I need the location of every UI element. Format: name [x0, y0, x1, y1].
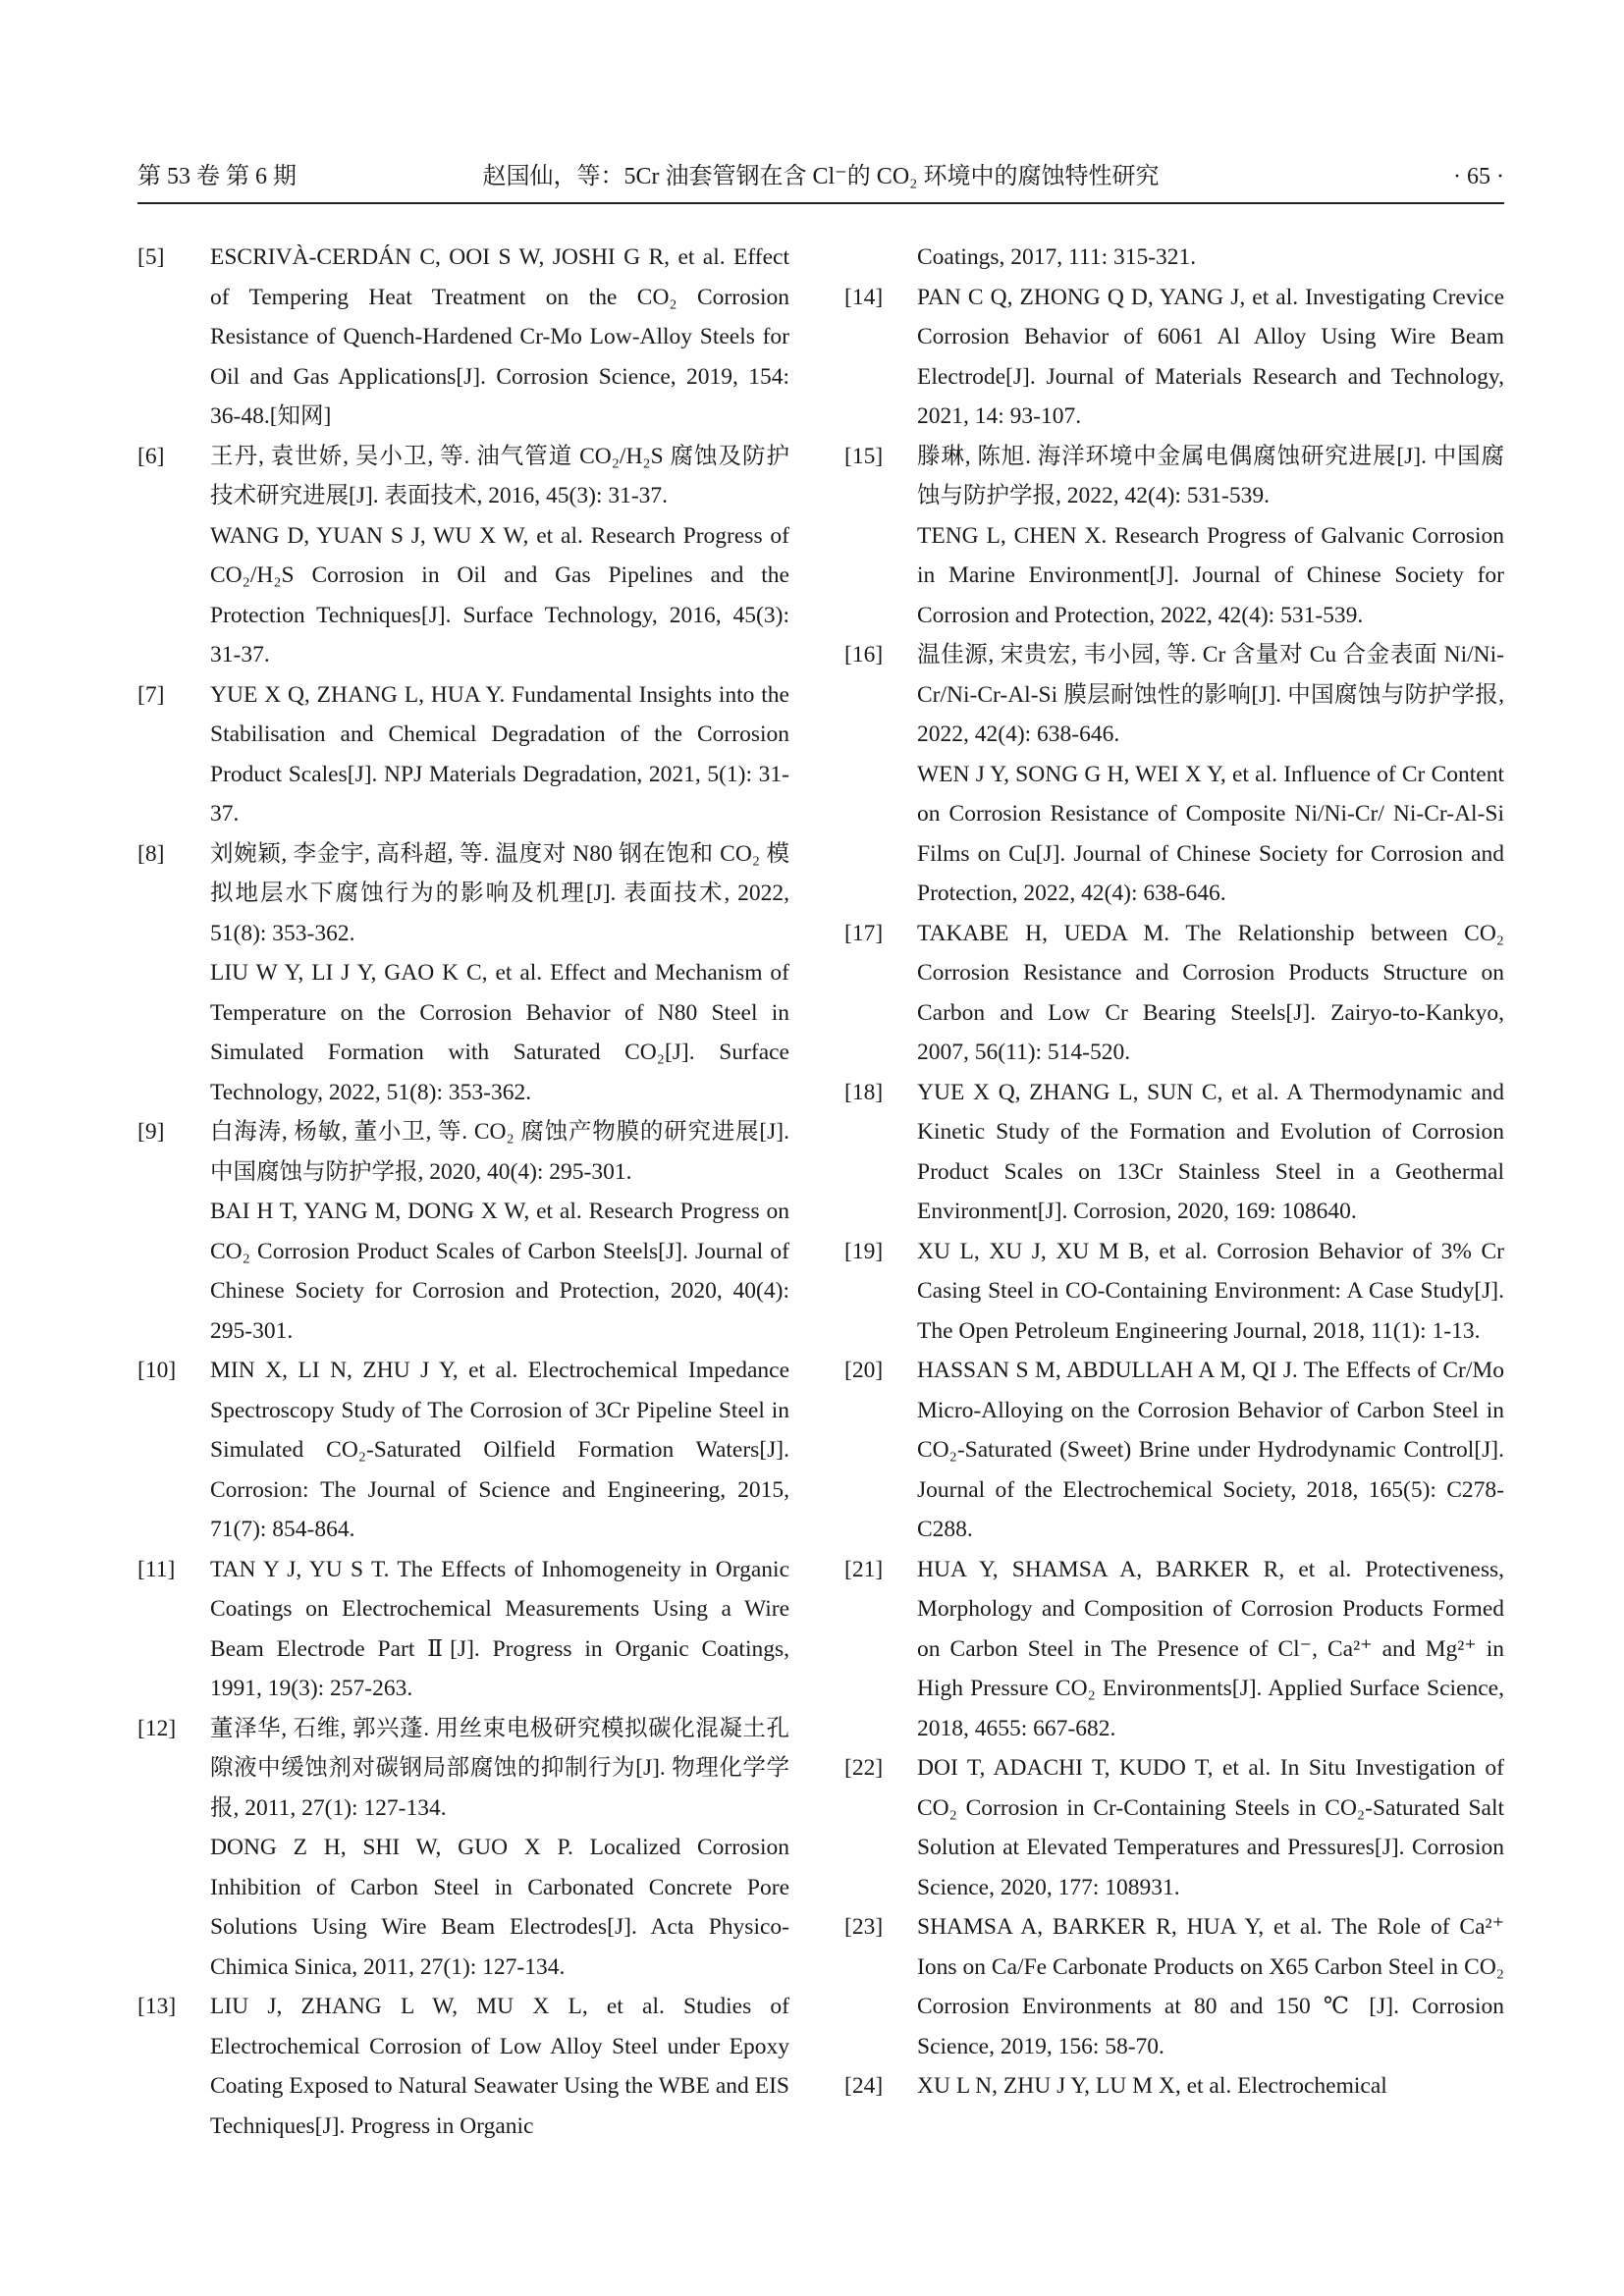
reference-number: [8] — [137, 840, 165, 867]
reference-number: [11] — [137, 1556, 176, 1582]
reference-entry — [844, 1232, 1504, 1352]
reference-text: TAKABE H, UEDA M. The Relationship between CO₂ Corrosion Resistance and Corrosion Products Structure on Carbon and Low Cr Bearing Steels[J]. Zairyo-to-Kankyo, 2007, 56(11): 514-520. — [917, 920, 1504, 1065]
reference-text: SHAMSA A, BARKER R, HUA Y, et al. The Role of Ca²⁺ Ions on Ca/Fe Carbonate Products on X65 Carbon Steel in CO₂ Corrosion Environments at 80 and 150 ℃ [J]. Corrosion Science, 2019, 156: 58-70. — [917, 1914, 1504, 2059]
reference-column-right — [844, 238, 1504, 2107]
reference-body — [210, 1351, 789, 1550]
reference-entry — [137, 1550, 789, 1709]
reference-entry — [844, 635, 1504, 914]
reference-entry — [844, 1907, 1504, 2066]
reference-number: [5] — [137, 244, 165, 270]
reference-text: LIU W Y, LI J Y, GAO K C, et al. Effect and Mechanism of Temperature on the Corrosion Behavior of N80 Steel in Simulated Formation with Saturated CO₂[J]. Surface Technology, 2022, 51(8): 353-362. — [210, 960, 789, 1105]
reference-number: [17] — [844, 920, 884, 946]
reference-body — [210, 834, 789, 1113]
reference-body — [210, 1550, 789, 1709]
reference-text: HUA Y, SHAMSA A, BARKER R, et al. Protectiveness, Morphology and Composition of Corrosion Products Formed on Carbon Steel in The Presence of Cl⁻, Ca²⁺ and Mg²⁺ in High Pressure CO₂ Environments[J]. Applied Surface Science, 2018, 4655: 667-682. — [917, 1556, 1504, 1741]
reference-text: MIN X, LI N, ZHU J Y, et al. Electrochemical Impedance Spectroscopy Study of The Corrosion of 3Cr Pipeline Steel in Simulated CO₂-Saturated Oilfield Formation Waters[J]. Corrosion: The Journal of Science and Engineering, 2015, 71(7): 854-864. — [210, 1358, 789, 1542]
reference-text: 刘婉颖, 李金宇, 高科超, 等. 温度对 N80 钢在饱和 CO₂ 模拟地层水下腐蚀行为的影响及机理[J]. 表面技术, 2022, 51(8): 353-362. — [210, 840, 789, 946]
reference-body — [917, 635, 1504, 914]
reference-number: [16] — [844, 642, 884, 667]
reference-entry — [844, 1550, 1504, 1749]
reference-number: [20] — [844, 1358, 884, 1383]
reference-entry — [844, 238, 1504, 278]
reference-entry — [137, 1351, 789, 1550]
reference-entry — [844, 437, 1504, 636]
reference-entry — [844, 1073, 1504, 1232]
reference-body — [917, 1232, 1504, 1352]
reference-text: BAI H T, YANG M, DONG X W, et al. Research Progress on CO₂ Corrosion Product Scales of Carbon Steels[J]. Journal of Chinese Society for Corrosion and Protection, 2020, 40(4): 295-301. — [210, 1199, 789, 1344]
reference-body — [210, 1112, 789, 1351]
reference-body — [917, 278, 1504, 437]
reference-column-left — [137, 238, 789, 2146]
reference-entry — [137, 1987, 789, 2146]
reference-body — [917, 914, 1504, 1073]
reference-entry — [137, 238, 789, 437]
reference-body — [917, 1907, 1504, 2066]
reference-entry — [844, 2066, 1504, 2107]
reference-text: LIU J, ZHANG L W, MU X L, et al. Studies of Electrochemical Corrosion of Low Alloy Steel under Epoxy Coating Exposed to Natural Seawater Using the WBE and EIS Techniques[J]. Progress in Organic — [210, 1994, 789, 2139]
reference-text: YUE X Q, ZHANG L, HUA Y. Fundamental Insights into the Stabilisation and Chemical Degradation of the Corrosion Product Scales[J]. NPJ Materials Degradation, 2021, 5(1): 31-37. — [210, 681, 789, 827]
reference-number: [15] — [844, 443, 884, 469]
reference-body — [917, 1748, 1504, 1907]
reference-entry — [844, 914, 1504, 1073]
page-number: · 65 · — [1453, 164, 1504, 189]
reference-text: WANG D, YUAN S J, WU X W, et al. Research Progress of CO₂/H₂S Corrosion in Oil and Gas Pipelines and the Protection Techniques[J]. Surface Technology, 2016, 45(3): 31-37. — [210, 522, 789, 667]
reference-number: [14] — [844, 284, 884, 310]
reference-number: [7] — [137, 681, 165, 708]
reference-text: 王丹, 袁世娇, 吴小卫, 等. 油气管道 CO₂/H₂S 腐蚀及防护技术研究进展[J]. 表面技术, 2016, 45(3): 31-37. — [210, 443, 789, 508]
reference-body — [917, 1351, 1504, 1550]
running-title: 赵国仙，等：5Cr 油套管钢在含 Cl⁻的 CO₂ 环境中的腐蚀特性研究 — [482, 164, 1160, 189]
reference-text: HASSAN S M, ABDULLAH A M, QI J. The Effects of Cr/Mo Micro-Alloying on the Corrosion Behavior of Carbon Steel in CO₂-Saturated (Sweet) Brine under Hydrodynamic Control[J]. Journal of the Electrochemical Society, 2018, 165(5): C278-C288. — [917, 1358, 1504, 1542]
reference-text: DONG Z H, SHI W, GUO X P. Localized Corrosion Inhibition of Carbon Steel in Carbonated Concrete Pore Solutions Using Wire Beam Electrodes[J]. Acta Physico-Chimica Sinica, 2011, 27(1): 127-134. — [210, 1835, 789, 1980]
reference-entry — [137, 675, 789, 834]
reference-entry — [137, 1112, 789, 1351]
reference-number: [19] — [844, 1238, 884, 1264]
reference-text: TENG L, CHEN X. Research Progress of Galvanic Corrosion in Marine Environment[J]. Journal of Chinese Society for Corrosion and Protection, 2022, 42(4): 531-539. — [917, 522, 1504, 628]
reference-body — [917, 1550, 1504, 1749]
reference-text: 温佳源, 宋贵宏, 韦小园, 等. Cr 含量对 Cu 合金表面 Ni/Ni-Cr/Ni-Cr-Al-Si 膜层耐蚀性的影响[J]. 中国腐蚀与防护学报, 2022, 42(4): 638-646. — [917, 642, 1504, 747]
reference-text: DOI T, ADACHI T, KUDO T, et al. In Situ Investigation of CO₂ Corrosion in Cr-Containing Steels in CO₂-Saturated Salt Solution at Elevated Temperatures and Pressures[J]. Corrosion Science, 2020, 177: 108931. — [917, 1755, 1504, 1900]
reference-body — [917, 1073, 1504, 1232]
reference-number: [23] — [844, 1914, 884, 1940]
reference-body — [210, 238, 789, 437]
reference-text: 滕琳, 陈旭. 海洋环境中金属电偶腐蚀研究进展[J]. 中国腐蚀与防护学报, 2022, 42(4): 531-539. — [917, 443, 1504, 508]
header-rule — [137, 202, 1504, 204]
reference-number: [18] — [844, 1079, 884, 1105]
reference-text: WEN J Y, SONG G H, WEI X Y, et al. Influence of Cr Content on Corrosion Resistance of Composite Ni/Ni-Cr/ Ni-Cr-Al-Si Films on Cu[J]. Journal of Chinese Society for Corrosion and Protection, 2022, 42(4): 638-646. — [917, 761, 1504, 906]
reference-body — [917, 437, 1504, 636]
reference-text: TAN Y J, YU S T. The Effects of Inhomogeneity in Organic Coatings on Electrochemical Measurements Using a Wire Beam Electrode Part Ⅱ[J]. Progress in Organic Coatings, 1991, 19(3): 257-263. — [210, 1556, 789, 1701]
reference-body — [210, 1987, 789, 2146]
reference-body — [210, 1709, 789, 1988]
reference-number: [21] — [844, 1556, 884, 1582]
reference-number: [10] — [137, 1358, 177, 1383]
running-header — [137, 155, 1504, 198]
reference-entry — [137, 834, 789, 1113]
reference-text: XU L N, ZHU J Y, LU M X, et al. Electrochemical — [917, 2073, 1387, 2099]
reference-text: Coatings, 2017, 111: 315-321. — [917, 244, 1197, 270]
reference-entry — [844, 1351, 1504, 1550]
reference-entry — [844, 1748, 1504, 1907]
reference-entry — [137, 1709, 789, 1988]
reference-text: PAN C Q, ZHONG Q D, YANG J, et al. Investigating Crevice Corrosion Behavior of 6061 Al Alloy Using Wire Beam Electrode[J]. Journal of Materials Research and Technology, 2021, 14: 93-107. — [917, 284, 1504, 429]
reference-number: [13] — [137, 1994, 177, 2019]
reference-number: [22] — [844, 1755, 884, 1781]
reference-number: [6] — [137, 443, 165, 469]
reference-number: [9] — [137, 1119, 165, 1145]
reference-number: [24] — [844, 2073, 884, 2099]
reference-entry — [844, 278, 1504, 437]
reference-text: 白海涛, 杨敏, 董小卫, 等. CO₂ 腐蚀产物膜的研究进展[J]. 中国腐蚀与防护学报, 2020, 40(4): 295-301. — [210, 1119, 789, 1185]
reference-entry — [137, 437, 789, 675]
reference-body — [210, 437, 789, 675]
reference-text: YUE X Q, ZHANG L, SUN C, et al. A Thermodynamic and Kinetic Study of the Formation and Evolution of Corrosion Product Scales on 13Cr Stainless Steel in a Geothermal Environment[J]. Corrosion, 2020, 169: 108640. — [917, 1079, 1504, 1224]
reference-text: 董泽华, 石维, 郭兴蓬. 用丝束电极研究模拟碳化混凝土孔隙液中缓蚀剂对碳钢局部腐蚀的抑制行为[J]. 物理化学学报, 2011, 27(1): 127-134. — [210, 1715, 789, 1821]
reference-text: ESCRIVÀ-CERDÁN C, OOI S W, JOSHI G R, et al. Effect of Tempering Heat Treatment on the CO₂ Corrosion Resistance of Quench-Hardened Cr-Mo Low-Alloy Steels for Oil and Gas Applications[J]. Corrosion Science, 2019, 154: 36-48.[知网] — [210, 244, 789, 429]
reference-number: [12] — [137, 1715, 177, 1741]
journal-volume-issue: 第 53 卷 第 6 期 — [137, 164, 297, 189]
reference-body — [844, 238, 1504, 278]
reference-body — [210, 675, 789, 834]
reference-text: XU L, XU J, XU M B, et al. Corrosion Behavior of 3% Cr Casing Steel in CO-Containing Environment: A Case Study[J]. The Open Petroleum Engineering Journal, 2018, 11(1): 1-13. — [917, 1238, 1504, 1344]
reference-body — [917, 2066, 1504, 2107]
